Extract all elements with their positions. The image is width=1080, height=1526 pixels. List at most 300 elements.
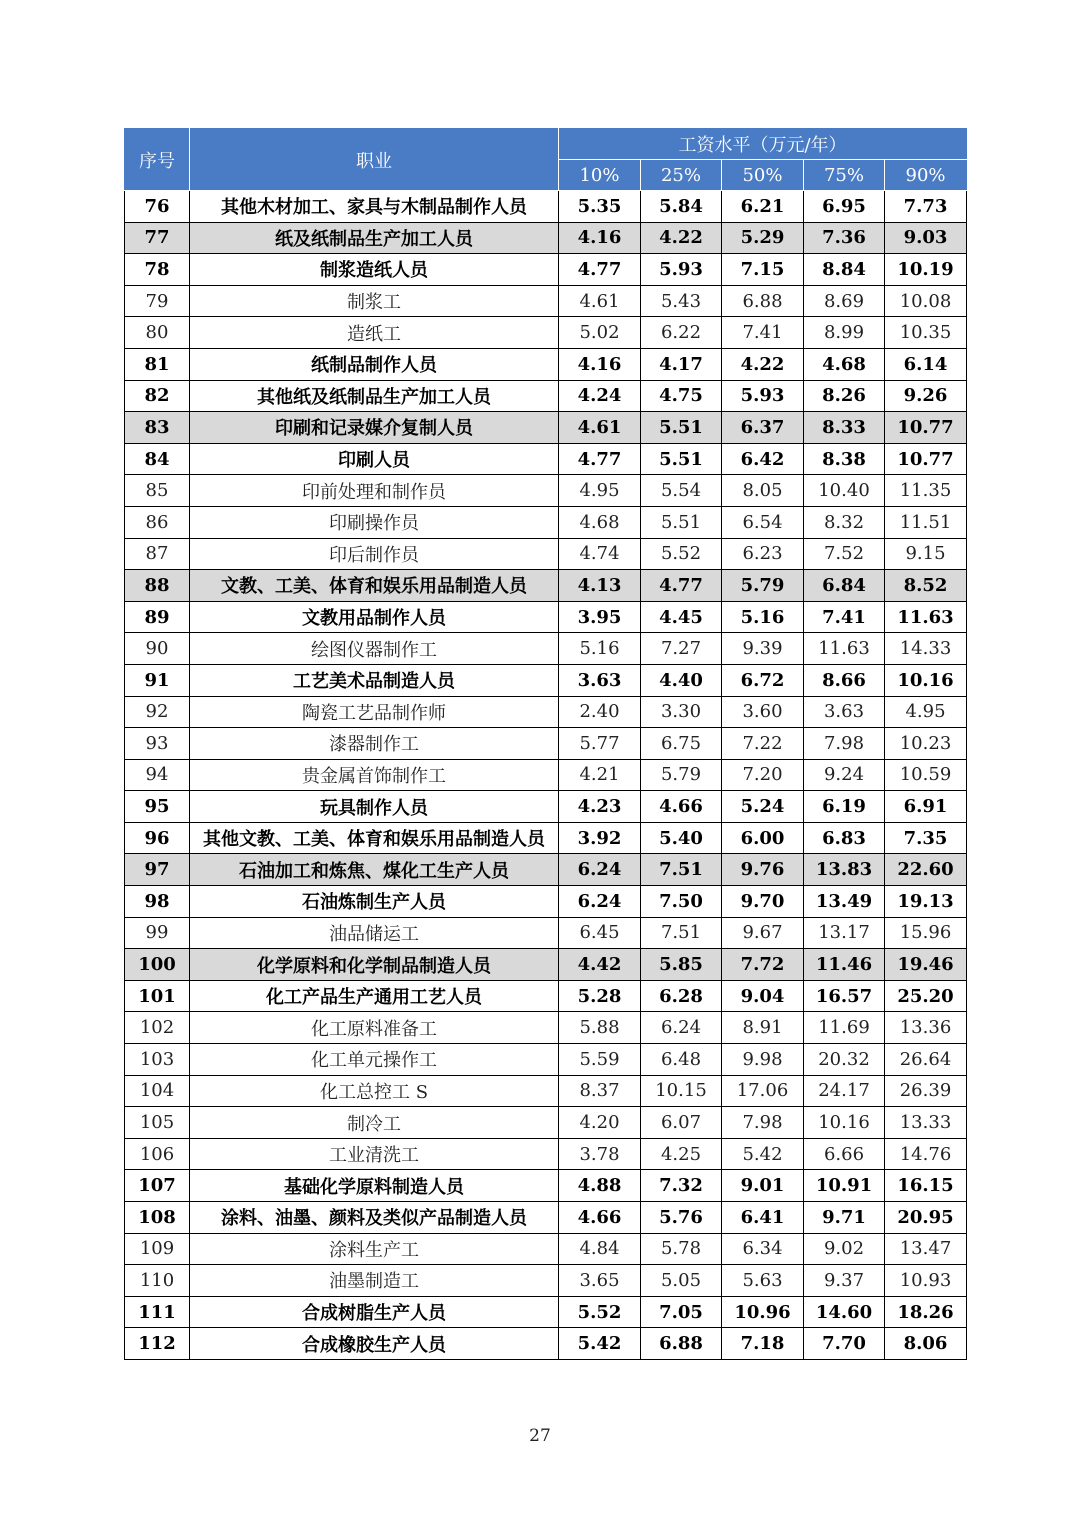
cell-p75: 16.57 — [804, 980, 885, 1012]
cell-p90: 19.13 — [885, 886, 967, 918]
cell-p90: 8.52 — [885, 570, 967, 602]
cell-p10: 5.59 — [559, 1044, 641, 1076]
cell-occupation: 其他木材加工、家具与木制品制作人员 — [190, 191, 559, 223]
cell-p75: 7.98 — [804, 728, 885, 760]
cell-p25: 6.28 — [641, 980, 722, 1012]
cell-p50: 17.06 — [722, 1075, 804, 1107]
cell-seq: 79 — [125, 285, 190, 317]
cell-p50: 9.98 — [722, 1044, 804, 1076]
cell-p50: 5.29 — [722, 222, 804, 254]
cell-p50: 6.21 — [722, 191, 804, 223]
cell-p25: 5.93 — [641, 254, 722, 286]
cell-p10: 6.45 — [559, 917, 641, 949]
table-row — [125, 317, 967, 349]
header-p90: 90% — [885, 160, 967, 191]
cell-occupation: 工业清洗工 — [190, 1138, 559, 1170]
cell-seq: 105 — [125, 1107, 190, 1139]
cell-seq: 87 — [125, 538, 190, 570]
cell-occupation: 制冷工 — [190, 1107, 559, 1139]
cell-p25: 4.25 — [641, 1138, 722, 1170]
cell-p50: 9.04 — [722, 980, 804, 1012]
cell-p25: 5.51 — [641, 412, 722, 444]
cell-p75: 10.40 — [804, 475, 885, 507]
cell-p90: 10.93 — [885, 1265, 967, 1297]
cell-p10: 4.61 — [559, 285, 641, 317]
cell-p50: 6.72 — [722, 664, 804, 696]
cell-p25: 5.51 — [641, 506, 722, 538]
table-row — [125, 1170, 967, 1202]
cell-p25: 7.05 — [641, 1296, 722, 1328]
cell-p25: 6.75 — [641, 728, 722, 760]
cell-p90: 26.39 — [885, 1075, 967, 1107]
cell-occupation: 印后制作员 — [190, 538, 559, 570]
cell-p10: 4.61 — [559, 412, 641, 444]
cell-occupation: 陶瓷工艺品制作师 — [190, 696, 559, 728]
cell-p50: 7.15 — [722, 254, 804, 286]
cell-seq: 112 — [125, 1328, 190, 1360]
cell-p90: 10.23 — [885, 728, 967, 760]
cell-p75: 6.83 — [804, 822, 885, 854]
cell-p90: 4.95 — [885, 696, 967, 728]
cell-occupation: 玩具制作人员 — [190, 791, 559, 823]
cell-occupation: 印刷人员 — [190, 443, 559, 475]
cell-seq: 97 — [125, 854, 190, 886]
cell-p90: 13.47 — [885, 1233, 967, 1265]
cell-p75: 11.69 — [804, 1012, 885, 1044]
cell-p75: 6.95 — [804, 191, 885, 223]
cell-p50: 9.39 — [722, 633, 804, 665]
table-row — [125, 696, 967, 728]
cell-p90: 14.76 — [885, 1138, 967, 1170]
cell-p90: 20.95 — [885, 1202, 967, 1234]
table-row — [125, 191, 967, 223]
table-row — [125, 728, 967, 760]
cell-p75: 11.63 — [804, 633, 885, 665]
table-row — [125, 380, 967, 412]
cell-p90: 7.73 — [885, 191, 967, 223]
cell-p50: 8.91 — [722, 1012, 804, 1044]
cell-p90: 13.36 — [885, 1012, 967, 1044]
cell-seq: 100 — [125, 949, 190, 981]
cell-seq: 106 — [125, 1138, 190, 1170]
cell-p25: 5.85 — [641, 949, 722, 981]
cell-p75: 9.24 — [804, 759, 885, 791]
cell-p10: 5.88 — [559, 1012, 641, 1044]
cell-p10: 5.02 — [559, 317, 641, 349]
cell-p75: 3.63 — [804, 696, 885, 728]
cell-p75: 9.37 — [804, 1265, 885, 1297]
table-row — [125, 1296, 967, 1328]
table-row — [125, 1138, 967, 1170]
cell-p90: 10.77 — [885, 443, 967, 475]
header-p10: 10% — [559, 160, 641, 191]
cell-occupation: 贵金属首饰制作工 — [190, 759, 559, 791]
cell-p50: 5.63 — [722, 1265, 804, 1297]
table-row — [125, 980, 967, 1012]
cell-seq: 76 — [125, 191, 190, 223]
cell-occupation: 其他纸及纸制品生产加工人员 — [190, 380, 559, 412]
cell-seq: 91 — [125, 664, 190, 696]
cell-p25: 5.54 — [641, 475, 722, 507]
cell-p50: 7.41 — [722, 317, 804, 349]
cell-p75: 9.71 — [804, 1202, 885, 1234]
table-row — [125, 254, 967, 286]
cell-p10: 4.21 — [559, 759, 641, 791]
cell-occupation: 化学原料和化学制品制造人员 — [190, 949, 559, 981]
cell-p50: 9.76 — [722, 854, 804, 886]
cell-p75: 8.69 — [804, 285, 885, 317]
header-seq: 序号 — [125, 129, 190, 191]
cell-p90: 9.03 — [885, 222, 967, 254]
cell-p75: 8.26 — [804, 380, 885, 412]
cell-seq: 103 — [125, 1044, 190, 1076]
table-row — [125, 949, 967, 981]
table-row — [125, 506, 967, 538]
cell-seq: 82 — [125, 380, 190, 412]
cell-p50: 5.24 — [722, 791, 804, 823]
table-row — [125, 1075, 967, 1107]
table-row — [125, 475, 967, 507]
table-row — [125, 664, 967, 696]
table-row — [125, 854, 967, 886]
cell-p50: 6.37 — [722, 412, 804, 444]
cell-p90: 14.33 — [885, 633, 967, 665]
cell-p50: 7.98 — [722, 1107, 804, 1139]
table-row — [125, 412, 967, 444]
page-number: 27 — [529, 1426, 551, 1446]
cell-occupation: 合成树脂生产人员 — [190, 1296, 559, 1328]
cell-p50: 6.00 — [722, 822, 804, 854]
cell-occupation: 工艺美术品制造人员 — [190, 664, 559, 696]
cell-seq: 86 — [125, 506, 190, 538]
cell-seq: 95 — [125, 791, 190, 823]
cell-p75: 13.17 — [804, 917, 885, 949]
cell-occupation: 其他文教、工美、体育和娱乐用品制造人员 — [190, 822, 559, 854]
cell-seq: 101 — [125, 980, 190, 1012]
cell-p25: 4.22 — [641, 222, 722, 254]
cell-p25: 5.05 — [641, 1265, 722, 1297]
cell-p10: 2.40 — [559, 696, 641, 728]
cell-occupation: 化工原料准备工 — [190, 1012, 559, 1044]
cell-seq: 85 — [125, 475, 190, 507]
cell-p25: 6.48 — [641, 1044, 722, 1076]
cell-occupation: 制浆造纸人员 — [190, 254, 559, 286]
cell-p25: 4.45 — [641, 601, 722, 633]
cell-seq: 104 — [125, 1075, 190, 1107]
cell-occupation: 石油炼制生产人员 — [190, 886, 559, 918]
cell-p50: 5.16 — [722, 601, 804, 633]
table-row — [125, 222, 967, 254]
cell-seq: 92 — [125, 696, 190, 728]
cell-p25: 7.27 — [641, 633, 722, 665]
cell-p25: 6.88 — [641, 1328, 722, 1360]
header-wage-group: 工资水平（万元/年） — [559, 129, 967, 160]
cell-p25: 5.52 — [641, 538, 722, 570]
cell-p50: 6.34 — [722, 1233, 804, 1265]
cell-p50: 7.18 — [722, 1328, 804, 1360]
cell-p50: 7.20 — [722, 759, 804, 791]
header-p75: 75% — [804, 160, 885, 191]
cell-p90: 11.51 — [885, 506, 967, 538]
cell-p75: 7.52 — [804, 538, 885, 570]
cell-occupation: 纸及纸制品生产加工人员 — [190, 222, 559, 254]
cell-p50: 9.70 — [722, 886, 804, 918]
cell-occupation: 涂料生产工 — [190, 1233, 559, 1265]
cell-p25: 4.40 — [641, 664, 722, 696]
cell-seq: 81 — [125, 348, 190, 380]
cell-p25: 7.51 — [641, 854, 722, 886]
cell-p75: 6.66 — [804, 1138, 885, 1170]
cell-p10: 5.42 — [559, 1328, 641, 1360]
cell-p75: 11.46 — [804, 949, 885, 981]
cell-p50: 10.96 — [722, 1296, 804, 1328]
cell-seq: 94 — [125, 759, 190, 791]
table-row — [125, 633, 967, 665]
cell-occupation: 制浆工 — [190, 285, 559, 317]
cell-p90: 15.96 — [885, 917, 967, 949]
cell-p50: 7.22 — [722, 728, 804, 760]
cell-p75: 8.84 — [804, 254, 885, 286]
cell-seq: 84 — [125, 443, 190, 475]
cell-p50: 6.23 — [722, 538, 804, 570]
cell-p90: 9.26 — [885, 380, 967, 412]
cell-occupation: 文教、工美、体育和娱乐用品制造人员 — [190, 570, 559, 602]
cell-p50: 4.22 — [722, 348, 804, 380]
cell-seq: 108 — [125, 1202, 190, 1234]
cell-occupation: 漆器制作工 — [190, 728, 559, 760]
cell-p50: 9.01 — [722, 1170, 804, 1202]
cell-occupation: 纸制品制作人员 — [190, 348, 559, 380]
cell-seq: 93 — [125, 728, 190, 760]
table-row — [125, 1012, 967, 1044]
cell-p10: 5.77 — [559, 728, 641, 760]
table-row — [125, 1202, 967, 1234]
table-row — [125, 1107, 967, 1139]
table-row — [125, 917, 967, 949]
cell-p90: 10.35 — [885, 317, 967, 349]
table-row — [125, 1328, 967, 1360]
cell-p75: 8.32 — [804, 506, 885, 538]
cell-seq: 98 — [125, 886, 190, 918]
cell-p75: 6.84 — [804, 570, 885, 602]
cell-p10: 4.84 — [559, 1233, 641, 1265]
table-row — [125, 1044, 967, 1076]
cell-p10: 4.16 — [559, 222, 641, 254]
cell-p25: 4.66 — [641, 791, 722, 823]
cell-p50: 6.88 — [722, 285, 804, 317]
cell-p90: 18.26 — [885, 1296, 967, 1328]
cell-p25: 5.78 — [641, 1233, 722, 1265]
cell-p10: 6.24 — [559, 886, 641, 918]
cell-p90: 13.33 — [885, 1107, 967, 1139]
table-header — [125, 129, 967, 191]
cell-p25: 5.76 — [641, 1202, 722, 1234]
cell-p75: 7.41 — [804, 601, 885, 633]
cell-p90: 19.46 — [885, 949, 967, 981]
cell-p90: 11.63 — [885, 601, 967, 633]
cell-p10: 4.66 — [559, 1202, 641, 1234]
cell-p75: 10.16 — [804, 1107, 885, 1139]
cell-occupation: 绘图仪器制作工 — [190, 633, 559, 665]
cell-p10: 4.16 — [559, 348, 641, 380]
cell-p25: 6.22 — [641, 317, 722, 349]
cell-occupation: 印刷和记录媒介复制人员 — [190, 412, 559, 444]
cell-seq: 109 — [125, 1233, 190, 1265]
cell-occupation: 化工总控工 S — [190, 1075, 559, 1107]
cell-p10: 5.28 — [559, 980, 641, 1012]
cell-occupation: 化工单元操作工 — [190, 1044, 559, 1076]
cell-p90: 22.60 — [885, 854, 967, 886]
cell-p10: 3.65 — [559, 1265, 641, 1297]
cell-p10: 8.37 — [559, 1075, 641, 1107]
cell-p90: 9.15 — [885, 538, 967, 570]
cell-occupation: 造纸工 — [190, 317, 559, 349]
header-p25: 25% — [641, 160, 722, 191]
cell-occupation: 油墨制造工 — [190, 1265, 559, 1297]
cell-p75: 6.19 — [804, 791, 885, 823]
cell-occupation: 油品储运工 — [190, 917, 559, 949]
cell-p75: 4.68 — [804, 348, 885, 380]
cell-occupation: 石油加工和炼焦、煤化工生产人员 — [190, 854, 559, 886]
header-p50: 50% — [722, 160, 804, 191]
cell-p25: 5.43 — [641, 285, 722, 317]
table-row — [125, 822, 967, 854]
cell-p10: 4.74 — [559, 538, 641, 570]
cell-p50: 3.60 — [722, 696, 804, 728]
cell-occupation: 涂料、油墨、颜料及类似产品制造人员 — [190, 1202, 559, 1234]
table-row — [125, 538, 967, 570]
cell-seq: 107 — [125, 1170, 190, 1202]
cell-p75: 8.38 — [804, 443, 885, 475]
cell-seq: 110 — [125, 1265, 190, 1297]
cell-p90: 16.15 — [885, 1170, 967, 1202]
table-row — [125, 759, 967, 791]
cell-p75: 7.36 — [804, 222, 885, 254]
cell-p90: 25.20 — [885, 980, 967, 1012]
cell-occupation: 合成橡胶生产人员 — [190, 1328, 559, 1360]
cell-p90: 10.59 — [885, 759, 967, 791]
cell-p75: 13.49 — [804, 886, 885, 918]
cell-p25: 4.77 — [641, 570, 722, 602]
cell-p10: 5.35 — [559, 191, 641, 223]
cell-p10: 3.78 — [559, 1138, 641, 1170]
cell-seq: 102 — [125, 1012, 190, 1044]
cell-p90: 10.77 — [885, 412, 967, 444]
cell-seq: 80 — [125, 317, 190, 349]
cell-p10: 4.42 — [559, 949, 641, 981]
cell-p90: 6.14 — [885, 348, 967, 380]
cell-p25: 7.50 — [641, 886, 722, 918]
cell-seq: 77 — [125, 222, 190, 254]
cell-occupation: 印前处理和制作员 — [190, 475, 559, 507]
cell-p10: 5.16 — [559, 633, 641, 665]
cell-p25: 4.17 — [641, 348, 722, 380]
cell-p75: 10.91 — [804, 1170, 885, 1202]
cell-occupation: 印刷操作员 — [190, 506, 559, 538]
cell-p75: 14.60 — [804, 1296, 885, 1328]
cell-p50: 5.42 — [722, 1138, 804, 1170]
cell-seq: 89 — [125, 601, 190, 633]
cell-p75: 20.32 — [804, 1044, 885, 1076]
cell-p50: 5.93 — [722, 380, 804, 412]
cell-occupation: 化工产品生产通用工艺人员 — [190, 980, 559, 1012]
cell-seq: 90 — [125, 633, 190, 665]
cell-p90: 11.35 — [885, 475, 967, 507]
cell-p90: 26.64 — [885, 1044, 967, 1076]
cell-p10: 4.77 — [559, 254, 641, 286]
cell-p10: 4.95 — [559, 475, 641, 507]
cell-p10: 4.20 — [559, 1107, 641, 1139]
cell-p10: 4.77 — [559, 443, 641, 475]
cell-p10: 3.95 — [559, 601, 641, 633]
cell-p90: 10.19 — [885, 254, 967, 286]
cell-p25: 7.51 — [641, 917, 722, 949]
cell-p50: 5.79 — [722, 570, 804, 602]
table-row — [125, 886, 967, 918]
cell-p75: 13.83 — [804, 854, 885, 886]
cell-p25: 6.24 — [641, 1012, 722, 1044]
cell-p90: 8.06 — [885, 1328, 967, 1360]
cell-p50: 6.41 — [722, 1202, 804, 1234]
cell-p75: 9.02 — [804, 1233, 885, 1265]
cell-p50: 8.05 — [722, 475, 804, 507]
cell-p10: 4.23 — [559, 791, 641, 823]
cell-p90: 10.16 — [885, 664, 967, 696]
cell-p25: 6.07 — [641, 1107, 722, 1139]
table-row — [125, 601, 967, 633]
cell-p10: 4.24 — [559, 380, 641, 412]
cell-p10: 4.68 — [559, 506, 641, 538]
cell-p10: 4.13 — [559, 570, 641, 602]
cell-seq: 96 — [125, 822, 190, 854]
cell-p50: 6.42 — [722, 443, 804, 475]
table-row — [125, 285, 967, 317]
table-body — [125, 191, 967, 1360]
cell-p90: 6.91 — [885, 791, 967, 823]
table-row — [125, 1265, 967, 1297]
cell-p75: 7.70 — [804, 1328, 885, 1360]
cell-p10: 3.92 — [559, 822, 641, 854]
cell-p75: 24.17 — [804, 1075, 885, 1107]
cell-seq: 88 — [125, 570, 190, 602]
cell-p25: 5.84 — [641, 191, 722, 223]
cell-p50: 7.72 — [722, 949, 804, 981]
cell-p25: 3.30 — [641, 696, 722, 728]
cell-p90: 7.35 — [885, 822, 967, 854]
cell-p10: 6.24 — [559, 854, 641, 886]
cell-p25: 7.32 — [641, 1170, 722, 1202]
cell-p75: 8.99 — [804, 317, 885, 349]
cell-p10: 4.88 — [559, 1170, 641, 1202]
table-row — [125, 1233, 967, 1265]
table-row — [125, 791, 967, 823]
cell-p75: 8.66 — [804, 664, 885, 696]
cell-occupation: 文教用品制作人员 — [190, 601, 559, 633]
cell-p90: 10.08 — [885, 285, 967, 317]
cell-seq: 83 — [125, 412, 190, 444]
cell-p10: 3.63 — [559, 664, 641, 696]
wage-table — [124, 128, 967, 1360]
cell-seq: 99 — [125, 917, 190, 949]
cell-p25: 4.75 — [641, 380, 722, 412]
cell-occupation: 基础化学原料制造人员 — [190, 1170, 559, 1202]
cell-p25: 5.51 — [641, 443, 722, 475]
cell-seq: 78 — [125, 254, 190, 286]
cell-p25: 10.15 — [641, 1075, 722, 1107]
cell-p50: 6.54 — [722, 506, 804, 538]
table-row — [125, 570, 967, 602]
cell-p10: 5.52 — [559, 1296, 641, 1328]
